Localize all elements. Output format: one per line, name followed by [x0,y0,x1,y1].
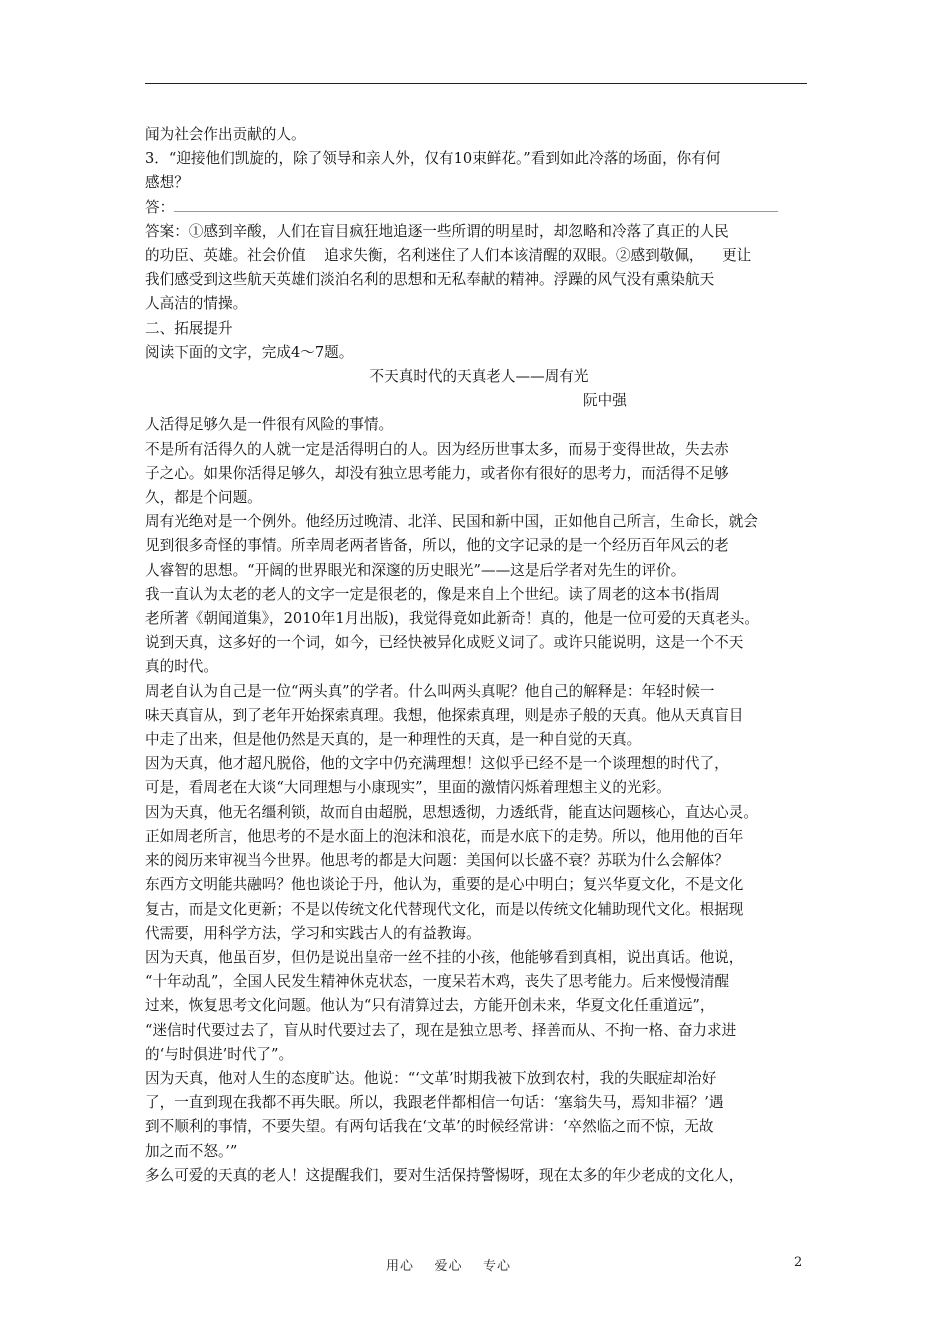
body-line: 我一直认为太老的老人的文字一定是很老的，像是来自上个世纪。读了周老的这本书(指周 [145,585,720,603]
body-line: 到不顺利的事情，不要失望。有两句话我在‘文革’的时候经常讲：‘卒然临之而不惊，无故 [145,1118,714,1136]
body-line: 真的时代。 [145,658,218,676]
answer-blank-line [145,196,813,220]
document-body [145,123,813,1188]
answer-line: 人高洁的情操。 [145,295,248,313]
body-line: 来的阅历来审视当今世界。他思考的都是大问题：美国何以长盛不衰？苏联为什么会解体？ [145,852,729,870]
article-title: 不天真时代的天真老人——周有光 [369,368,589,386]
body-line: 代需要，用科学方法，学习和实践古人的有益教诲。 [145,924,481,942]
header-rule [145,83,807,84]
body-line: 加之而不怒。’” [145,1142,238,1160]
body-line: 了，一直到现在我都不再失眠。所以，我跟老伴都相信一句话：‘塞翁失马，焉知非福？’遇 [145,1094,724,1112]
section-heading: 二、拓展提升 [145,319,233,337]
body-line: “十年动乱”，全国人民发生精神休克状态，一度呆若木鸡，丧失了思考能力。后来慢慢清醒 [145,973,730,991]
body-line: 可是，看周老在大谈“大同理想与小康现实”，里面的激情闪烁着理想主义的光彩。 [145,779,671,797]
body-line: 人睿智的思想。“开阔的世界眼光和深邃的历史眼光”——这是后学者对先生的评价。 [145,561,686,579]
body-line: 人活得足够久是一件很有风险的事情。 [145,416,394,434]
text-line: 闻为社会作出贡献的人。 [145,126,306,143]
body-line: 久，都是个问题。 [145,489,262,507]
body-line: 因为天真，他才超凡脱俗，他的文字中仍充满理想！这似乎已经不是一个谈理想的时代了， [145,755,729,773]
body-line: 味天真盲从，到了老年开始探索真理。我想，他探索真理，则是赤子般的天真。他从天真盲目 [145,706,744,724]
body-line: 见到很多奇怪的事情。所幸周老两者皆备，所以，他的文字记录的是一个经历百年风云的老 [145,537,729,555]
body-line: 东西方文明能共融吗？他也谈论于丹，他认为，重要的是心中明白；复兴华夏文化，不是文化 [145,876,744,894]
body-line: 周老自认为自己是一位“两头真”的学者。什么叫两头真呢？他自己的解释是：年轻时候一 [145,682,715,700]
text-line: 感想？ [145,174,189,192]
article-author: 阮中强 [583,392,627,410]
body-line: 说到天真，这多好的一个词，如今，已经快被异化成贬义词了。或许只能说明，这是一个不天 [145,634,744,652]
body-line: “迷信时代要过去了，盲从时代要过去了，现在是独立思考、择善而从、不拘一格、奋力求进 [145,1021,737,1039]
article-body [145,413,813,1188]
body-line: 多么可爱的天真的老人！这提醒我们，要对生活保持警惕呀，现在太多的年少老成的文化人， [145,1166,744,1184]
answer-line: 我们感受到这些航天英雄们淡泊名利的思想和无私奉献的精神。浮躁的风气没有熏染航天 [145,271,715,289]
instruction: 阅读下面的文字，完成4～7题。 [145,343,354,361]
body-line: 因为天真，他无名缰利锁，故而自由超脱，思想透彻，力透纸背，能直达问题核心，直达心灵。 [145,803,758,821]
footer-motto: 用心 爱心 专心 [386,1259,512,1274]
page-number: 2 [794,1255,803,1270]
body-line: 正如周老所言，他思考的不是水面上的泡沫和浪花，而是水底下的走势。所以，他用他的百年 [145,827,744,845]
body-line: 因为天真，他虽百岁，但仍是说出皇帝一丝不挂的小孩，他能够看到真相，说出真话。他说， [145,948,744,966]
body-line: 周有光绝对是一个例外。他经历过晚清、北洋、民国和新中国，正如他自己所言，生命长，就会 [145,513,758,531]
body-line: 子之心。如果你活得足够久，却没有独立思考能力，或者你有很好的思考力，而活得不足够 [145,464,729,482]
body-line: 中走了出来，但是他仍然是天真的，是一种理性的天真，是一种自觉的天真。 [145,731,642,749]
answer-prefix: 答： [145,198,175,216]
body-line: 不是所有活得久的人就一定是活得明白的人。因为经历世事太多，而易于变得世故，失去赤 [145,440,729,458]
body-line: 因为天真，他对人生的态度旷达。他说：“‘文革’时期我被下放到农村，我的失眠症却治好 [145,1069,717,1087]
body-line: 复古，而是文化更新；不是以传统文化代替现代文化，而是以传统文化辅助现代文化。根据现 [145,900,744,918]
body-line: 的‘与时俱进’时代了”。 [145,1045,294,1063]
answer-line: 的功臣、英雄。社会价值 追求失衡，名利迷住了人们本该清醒的双眼。②感到敬佩， 更让 [145,247,752,265]
body-line: 老所著《朝闻道集》，2010年1月出版)，我觉得竟如此新奇！真的，他是一位可爱的天真老头。 [145,610,759,628]
answer-line: 答案：①感到辛酸，人们在盲目疯狂地追逐一些所谓的明星时，却忽略和冷落了真正的人民 [145,222,729,240]
question-3-line: 3．“迎接他们凯旋的，除了领导和亲人外，仅有10束鲜花。”看到如此冷落的场面，你有何 [145,150,721,168]
answer-blank [174,196,778,212]
body-line: 过来，恢复思考文化问题。他认为“只有清算过去，方能开创未来，华夏文化任重道远”， [145,997,715,1015]
